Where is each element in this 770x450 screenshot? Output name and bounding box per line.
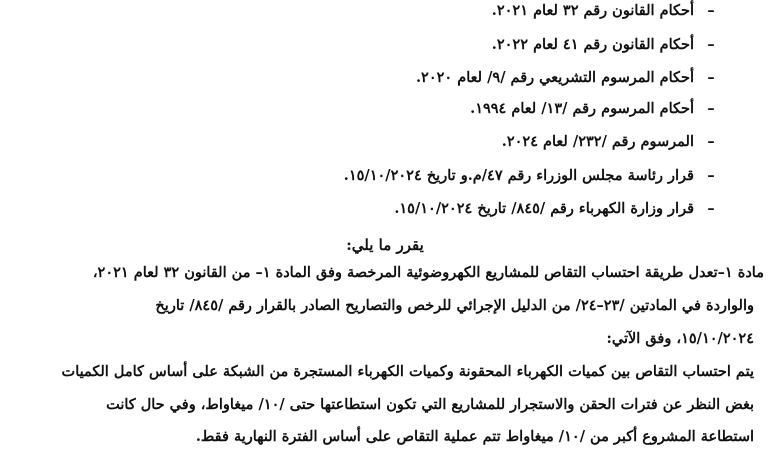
bullet-item-law-32: أحكام القانون رقم ٣٢ لعام ٢٠٢١.: [491, 2, 694, 19]
bullet-dash: –: [707, 133, 715, 150]
bullet-item-decree-13: أحكام المرسوم رقم /١٣/ لعام ١٩٩٤.: [470, 100, 694, 117]
article-1-line-2: والواردة في المادتين /٢٣–٢٤/ من الدليل الإجرائي للرخص والتصاريح الصادر بالقرار رقم /٨٤٥/ تاريخ: [155, 297, 754, 314]
article-1-line-1: مادة ١–تعدل طريقة احتساب التقاص للمشاريع الكهروضوئية المرخصة وفق المادة ١– من القانون ٣٢ لعام ٢٠٢١،: [92, 264, 764, 281]
bullet-dash: –: [707, 167, 715, 184]
article-1-line-4: يتم احتساب التقاص بين كميات الكهرباء المحقونة وكميات الكهرباء المستجرة من الشبكة على أساس كامل الكميات: [61, 363, 754, 380]
bullet-item-pm-decision-47: قرار رئاسة مجلس الوزراء رقم ٤٧/م.و تاريخ ١٥/١٠/٢٠٢٤.: [343, 167, 694, 184]
bullet-item-ministry-decision-845: قرار وزارة الكهرباء رقم /٨٤٥/ تاريخ ١٥/١٠/٢٠٢٤.: [394, 200, 694, 217]
bullet-item-legislative-decree-9: أحكام المرسوم التشريعي رقم /٩/ لعام ٢٠٢٠.: [415, 69, 694, 86]
bullet-dash: –: [707, 69, 715, 86]
article-1-line-3: ١٥/١٠/٢٠٢٤، وفق الآتي:: [606, 330, 754, 347]
bullet-item-law-41: أحكام القانون رقم ٤١ لعام ٢٠٢٢.: [491, 36, 694, 53]
bullet-dash: –: [707, 200, 715, 217]
bullet-dash: –: [707, 36, 715, 53]
bullet-item-decree-232: المرسوم رقم /٢٣٢/ لعام ٢٠٢٤.: [501, 133, 694, 150]
decision-heading: يقرر ما يلي:: [346, 236, 424, 254]
article-1-line-5: بغض النظر عن فترات الحقن والاستجرار للمشاريع التي تكون استطاعتها حتى /١٠/ ميغاواط، وفي حال كانت: [106, 396, 754, 413]
bullet-dash: –: [707, 100, 715, 117]
bullet-dash: –: [707, 2, 715, 19]
article-1-line-6: استطاعة المشروع أكبر من /١٠/ ميغاواط تتم عملية التقاص على أساس الفترة النهارية فقط.: [195, 428, 754, 445]
